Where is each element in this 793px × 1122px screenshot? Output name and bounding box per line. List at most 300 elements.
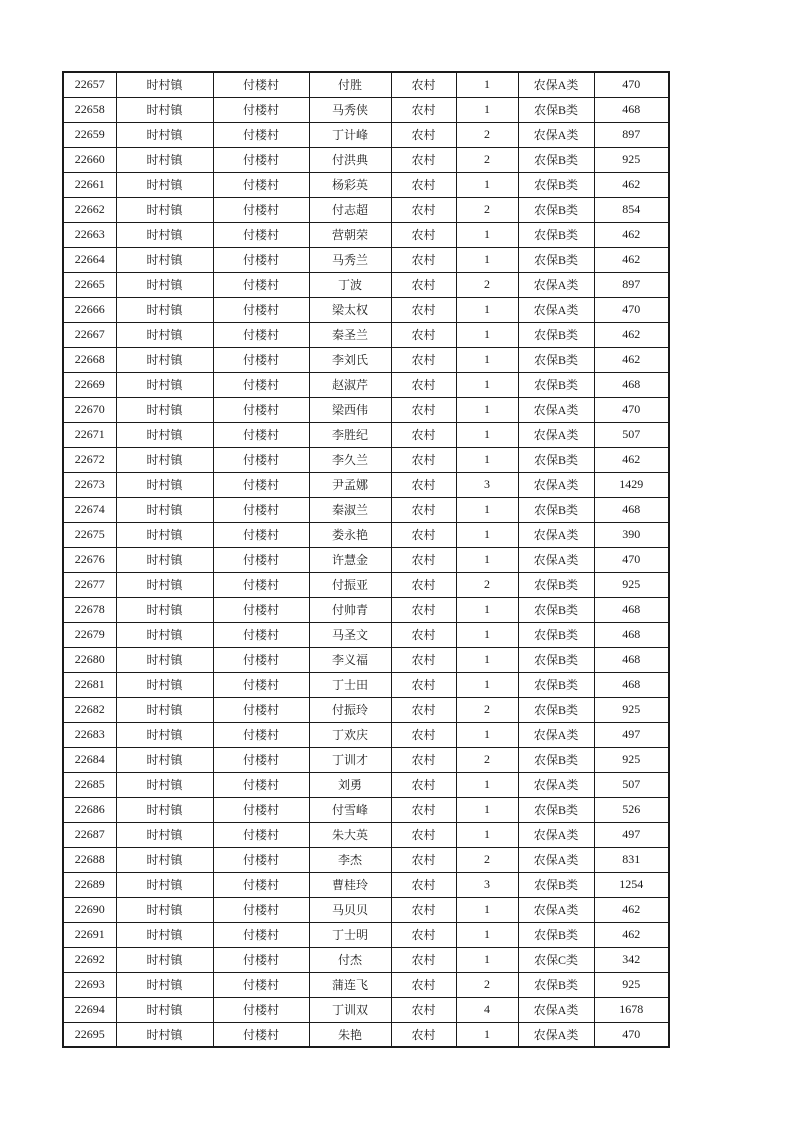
cell-count: 1 — [456, 797, 518, 822]
cell-category: 农保A类 — [518, 297, 594, 322]
cell-count: 1 — [456, 447, 518, 472]
cell-name: 马秀侠 — [309, 97, 391, 122]
cell-amount: 526 — [594, 797, 669, 822]
cell-count: 1 — [456, 222, 518, 247]
cell-count: 2 — [456, 847, 518, 872]
cell-amount: 462 — [594, 922, 669, 947]
cell-category: 农保C类 — [518, 947, 594, 972]
cell-town: 时村镇 — [116, 922, 213, 947]
cell-area: 农村 — [391, 947, 456, 972]
cell-town: 时村镇 — [116, 622, 213, 647]
cell-amount: 925 — [594, 147, 669, 172]
cell-area: 农村 — [391, 822, 456, 847]
cell-village: 付楼村 — [213, 597, 309, 622]
cell-town: 时村镇 — [116, 172, 213, 197]
cell-village: 付楼村 — [213, 1022, 309, 1047]
table-row — [63, 822, 669, 847]
cell-id: 22695 — [63, 1022, 116, 1047]
cell-amount: 925 — [594, 747, 669, 772]
cell-name: 马秀兰 — [309, 247, 391, 272]
cell-village: 付楼村 — [213, 522, 309, 547]
cell-id: 22688 — [63, 847, 116, 872]
cell-area: 农村 — [391, 797, 456, 822]
cell-category: 农保A类 — [518, 772, 594, 797]
cell-town: 时村镇 — [116, 772, 213, 797]
cell-area: 农村 — [391, 122, 456, 147]
cell-id: 22677 — [63, 572, 116, 597]
cell-name: 丁士田 — [309, 672, 391, 697]
cell-area: 农村 — [391, 447, 456, 472]
cell-town: 时村镇 — [116, 972, 213, 997]
cell-amount: 462 — [594, 447, 669, 472]
cell-category: 农保B类 — [518, 572, 594, 597]
table-row — [63, 997, 669, 1022]
table-row — [63, 472, 669, 497]
cell-category: 农保B类 — [518, 247, 594, 272]
cell-id: 22687 — [63, 822, 116, 847]
cell-id: 22657 — [63, 72, 116, 97]
table-row — [63, 222, 669, 247]
cell-amount: 897 — [594, 122, 669, 147]
cell-category: 农保B类 — [518, 747, 594, 772]
cell-area: 农村 — [391, 472, 456, 497]
cell-amount: 390 — [594, 522, 669, 547]
cell-name: 付志超 — [309, 197, 391, 222]
cell-amount: 470 — [594, 397, 669, 422]
table-row — [63, 297, 669, 322]
cell-category: 农保A类 — [518, 272, 594, 297]
cell-category: 农保B类 — [518, 872, 594, 897]
cell-name: 付胜 — [309, 72, 391, 97]
cell-id: 22689 — [63, 872, 116, 897]
cell-village: 付楼村 — [213, 272, 309, 297]
cell-name: 李胜纪 — [309, 422, 391, 447]
cell-town: 时村镇 — [116, 472, 213, 497]
cell-category: 农保B类 — [518, 597, 594, 622]
cell-name: 丁训双 — [309, 997, 391, 1022]
table-row — [63, 172, 669, 197]
cell-count: 1 — [456, 372, 518, 397]
cell-area: 农村 — [391, 722, 456, 747]
cell-id: 22663 — [63, 222, 116, 247]
cell-area: 农村 — [391, 647, 456, 672]
cell-town: 时村镇 — [116, 897, 213, 922]
cell-count: 1 — [456, 622, 518, 647]
table-row — [63, 872, 669, 897]
table-row — [63, 922, 669, 947]
table-row — [63, 122, 669, 147]
cell-id: 22680 — [63, 647, 116, 672]
cell-amount: 854 — [594, 197, 669, 222]
table-row — [63, 1022, 669, 1047]
cell-village: 付楼村 — [213, 72, 309, 97]
cell-town: 时村镇 — [116, 397, 213, 422]
records-table — [62, 71, 670, 1048]
cell-count: 1 — [456, 672, 518, 697]
table-row — [63, 697, 669, 722]
table-row — [63, 572, 669, 597]
cell-area: 农村 — [391, 847, 456, 872]
cell-count: 2 — [456, 572, 518, 597]
cell-category: 农保A类 — [518, 397, 594, 422]
cell-village: 付楼村 — [213, 747, 309, 772]
cell-area: 农村 — [391, 172, 456, 197]
cell-count: 2 — [456, 272, 518, 297]
table-row — [63, 522, 669, 547]
cell-amount: 462 — [594, 897, 669, 922]
cell-area: 农村 — [391, 197, 456, 222]
cell-area: 农村 — [391, 547, 456, 572]
cell-town: 时村镇 — [116, 122, 213, 147]
cell-name: 尹孟娜 — [309, 472, 391, 497]
cell-village: 付楼村 — [213, 997, 309, 1022]
cell-area: 农村 — [391, 897, 456, 922]
cell-area: 农村 — [391, 922, 456, 947]
cell-name: 曹桂玲 — [309, 872, 391, 897]
cell-category: 农保A类 — [518, 422, 594, 447]
table-row — [63, 897, 669, 922]
cell-name: 杨彩英 — [309, 172, 391, 197]
table-row — [63, 372, 669, 397]
cell-town: 时村镇 — [116, 297, 213, 322]
cell-area: 农村 — [391, 572, 456, 597]
cell-count: 1 — [456, 97, 518, 122]
table-row — [63, 947, 669, 972]
cell-count: 1 — [456, 247, 518, 272]
cell-area: 农村 — [391, 522, 456, 547]
cell-town: 时村镇 — [116, 722, 213, 747]
cell-village: 付楼村 — [213, 672, 309, 697]
cell-village: 付楼村 — [213, 97, 309, 122]
cell-count: 1 — [456, 497, 518, 522]
cell-area: 农村 — [391, 772, 456, 797]
cell-name: 李杰 — [309, 847, 391, 872]
table-row — [63, 422, 669, 447]
cell-id: 22662 — [63, 197, 116, 222]
cell-town: 时村镇 — [116, 647, 213, 672]
cell-amount: 507 — [594, 422, 669, 447]
cell-category: 农保B类 — [518, 647, 594, 672]
table-row — [63, 322, 669, 347]
cell-category: 农保B类 — [518, 497, 594, 522]
cell-category: 农保A类 — [518, 1022, 594, 1047]
cell-village: 付楼村 — [213, 497, 309, 522]
cell-id: 22672 — [63, 447, 116, 472]
cell-town: 时村镇 — [116, 1022, 213, 1047]
cell-village: 付楼村 — [213, 772, 309, 797]
cell-town: 时村镇 — [116, 222, 213, 247]
cell-id: 22658 — [63, 97, 116, 122]
cell-amount: 462 — [594, 347, 669, 372]
cell-category: 农保A类 — [518, 72, 594, 97]
cell-area: 农村 — [391, 497, 456, 522]
cell-id: 22681 — [63, 672, 116, 697]
cell-name: 朱大英 — [309, 822, 391, 847]
cell-amount: 462 — [594, 222, 669, 247]
cell-village: 付楼村 — [213, 447, 309, 472]
cell-category: 农保A类 — [518, 897, 594, 922]
cell-name: 蒲连飞 — [309, 972, 391, 997]
cell-name: 丁欢庆 — [309, 722, 391, 747]
cell-id: 22666 — [63, 297, 116, 322]
cell-town: 时村镇 — [116, 797, 213, 822]
cell-village: 付楼村 — [213, 322, 309, 347]
cell-amount: 497 — [594, 822, 669, 847]
cell-village: 付楼村 — [213, 547, 309, 572]
cell-town: 时村镇 — [116, 872, 213, 897]
cell-town: 时村镇 — [116, 822, 213, 847]
cell-name: 娄永艳 — [309, 522, 391, 547]
cell-town: 时村镇 — [116, 447, 213, 472]
cell-name: 丁计峰 — [309, 122, 391, 147]
cell-village: 付楼村 — [213, 422, 309, 447]
cell-id: 22673 — [63, 472, 116, 497]
cell-id: 22682 — [63, 697, 116, 722]
cell-village: 付楼村 — [213, 372, 309, 397]
cell-village: 付楼村 — [213, 147, 309, 172]
cell-village: 付楼村 — [213, 972, 309, 997]
cell-amount: 470 — [594, 72, 669, 97]
cell-count: 1 — [456, 522, 518, 547]
table-row — [63, 772, 669, 797]
table-row — [63, 597, 669, 622]
cell-id: 22671 — [63, 422, 116, 447]
cell-count: 1 — [456, 922, 518, 947]
cell-amount: 1678 — [594, 997, 669, 1022]
cell-area: 农村 — [391, 872, 456, 897]
cell-id: 22664 — [63, 247, 116, 272]
cell-area: 农村 — [391, 247, 456, 272]
table-row — [63, 547, 669, 572]
cell-id: 22667 — [63, 322, 116, 347]
cell-name: 许慧金 — [309, 547, 391, 572]
cell-area: 农村 — [391, 672, 456, 697]
cell-count: 2 — [456, 697, 518, 722]
cell-id: 22686 — [63, 797, 116, 822]
cell-count: 3 — [456, 872, 518, 897]
cell-town: 时村镇 — [116, 97, 213, 122]
cell-category: 农保A类 — [518, 472, 594, 497]
cell-amount: 507 — [594, 772, 669, 797]
cell-count: 1 — [456, 722, 518, 747]
cell-category: 农保B类 — [518, 797, 594, 822]
cell-category: 农保B类 — [518, 372, 594, 397]
cell-area: 农村 — [391, 297, 456, 322]
cell-category: 农保B类 — [518, 197, 594, 222]
cell-town: 时村镇 — [116, 247, 213, 272]
cell-name: 秦圣兰 — [309, 322, 391, 347]
cell-id: 22661 — [63, 172, 116, 197]
cell-village: 付楼村 — [213, 347, 309, 372]
cell-count: 1 — [456, 397, 518, 422]
cell-id: 22669 — [63, 372, 116, 397]
cell-area: 农村 — [391, 322, 456, 347]
cell-category: 农保B类 — [518, 697, 594, 722]
cell-village: 付楼村 — [213, 297, 309, 322]
cell-town: 时村镇 — [116, 347, 213, 372]
cell-village: 付楼村 — [213, 472, 309, 497]
cell-amount: 468 — [594, 97, 669, 122]
table-row — [63, 722, 669, 747]
cell-id: 22676 — [63, 547, 116, 572]
cell-name: 付杰 — [309, 947, 391, 972]
cell-area: 农村 — [391, 622, 456, 647]
cell-id: 22674 — [63, 497, 116, 522]
cell-amount: 925 — [594, 572, 669, 597]
cell-name: 马圣文 — [309, 622, 391, 647]
cell-count: 1 — [456, 72, 518, 97]
cell-town: 时村镇 — [116, 847, 213, 872]
cell-village: 付楼村 — [213, 222, 309, 247]
table-row — [63, 647, 669, 672]
cell-id: 22693 — [63, 972, 116, 997]
table-row — [63, 447, 669, 472]
cell-amount: 497 — [594, 722, 669, 747]
cell-area: 农村 — [391, 1022, 456, 1047]
cell-name: 付振亚 — [309, 572, 391, 597]
cell-area: 农村 — [391, 222, 456, 247]
cell-village: 付楼村 — [213, 822, 309, 847]
cell-town: 时村镇 — [116, 547, 213, 572]
table-row — [63, 97, 669, 122]
cell-count: 1 — [456, 172, 518, 197]
cell-area: 农村 — [391, 697, 456, 722]
cell-id: 22692 — [63, 947, 116, 972]
cell-count: 2 — [456, 147, 518, 172]
cell-town: 时村镇 — [116, 597, 213, 622]
cell-name: 付洪典 — [309, 147, 391, 172]
cell-id: 22665 — [63, 272, 116, 297]
cell-count: 1 — [456, 597, 518, 622]
cell-area: 农村 — [391, 972, 456, 997]
cell-name: 李刘氏 — [309, 347, 391, 372]
table-body — [63, 72, 669, 1047]
table-row — [63, 247, 669, 272]
cell-town: 时村镇 — [116, 272, 213, 297]
cell-amount: 468 — [594, 672, 669, 697]
cell-village: 付楼村 — [213, 572, 309, 597]
cell-name: 付帅青 — [309, 597, 391, 622]
cell-id: 22690 — [63, 897, 116, 922]
cell-count: 2 — [456, 747, 518, 772]
cell-village: 付楼村 — [213, 872, 309, 897]
cell-area: 农村 — [391, 72, 456, 97]
cell-count: 4 — [456, 997, 518, 1022]
cell-town: 时村镇 — [116, 522, 213, 547]
cell-village: 付楼村 — [213, 197, 309, 222]
cell-category: 农保B类 — [518, 147, 594, 172]
table-row — [63, 197, 669, 222]
cell-id: 22660 — [63, 147, 116, 172]
cell-area: 农村 — [391, 97, 456, 122]
table-row — [63, 747, 669, 772]
cell-category: 农保A类 — [518, 722, 594, 747]
cell-name: 梁太权 — [309, 297, 391, 322]
cell-amount: 468 — [594, 497, 669, 522]
cell-village: 付楼村 — [213, 397, 309, 422]
table-row — [63, 72, 669, 97]
cell-name: 秦淑兰 — [309, 497, 391, 522]
cell-count: 1 — [456, 647, 518, 672]
cell-amount: 468 — [594, 647, 669, 672]
cell-town: 时村镇 — [116, 997, 213, 1022]
cell-amount: 831 — [594, 847, 669, 872]
cell-category: 农保B类 — [518, 672, 594, 697]
cell-category: 农保B类 — [518, 622, 594, 647]
cell-amount: 462 — [594, 247, 669, 272]
cell-village: 付楼村 — [213, 622, 309, 647]
cell-id: 22659 — [63, 122, 116, 147]
cell-area: 农村 — [391, 422, 456, 447]
cell-area: 农村 — [391, 747, 456, 772]
cell-name: 丁士明 — [309, 922, 391, 947]
cell-area: 农村 — [391, 347, 456, 372]
cell-name: 付雪峰 — [309, 797, 391, 822]
cell-village: 付楼村 — [213, 847, 309, 872]
cell-count: 2 — [456, 972, 518, 997]
cell-town: 时村镇 — [116, 697, 213, 722]
cell-name: 梁西伟 — [309, 397, 391, 422]
cell-town: 时村镇 — [116, 497, 213, 522]
cell-village: 付楼村 — [213, 647, 309, 672]
cell-village: 付楼村 — [213, 922, 309, 947]
table-row — [63, 147, 669, 172]
cell-village: 付楼村 — [213, 797, 309, 822]
cell-id: 22691 — [63, 922, 116, 947]
cell-count: 1 — [456, 822, 518, 847]
cell-category: 农保A类 — [518, 122, 594, 147]
cell-village: 付楼村 — [213, 897, 309, 922]
table-row — [63, 347, 669, 372]
cell-village: 付楼村 — [213, 122, 309, 147]
table-row — [63, 672, 669, 697]
cell-count: 1 — [456, 772, 518, 797]
cell-town: 时村镇 — [116, 947, 213, 972]
cell-village: 付楼村 — [213, 947, 309, 972]
cell-category: 农保A类 — [518, 997, 594, 1022]
cell-id: 22678 — [63, 597, 116, 622]
cell-category: 农保B类 — [518, 972, 594, 997]
cell-id: 22684 — [63, 747, 116, 772]
cell-category: 农保B类 — [518, 447, 594, 472]
cell-town: 时村镇 — [116, 672, 213, 697]
cell-category: 农保B类 — [518, 922, 594, 947]
cell-category: 农保B类 — [518, 322, 594, 347]
cell-category: 农保B类 — [518, 172, 594, 197]
cell-area: 农村 — [391, 372, 456, 397]
cell-count: 1 — [456, 297, 518, 322]
cell-name: 丁波 — [309, 272, 391, 297]
cell-count: 1 — [456, 947, 518, 972]
cell-amount: 462 — [594, 322, 669, 347]
cell-amount: 468 — [594, 372, 669, 397]
cell-village: 付楼村 — [213, 247, 309, 272]
cell-amount: 1429 — [594, 472, 669, 497]
cell-amount: 470 — [594, 1022, 669, 1047]
cell-count: 1 — [456, 897, 518, 922]
cell-count: 1 — [456, 322, 518, 347]
cell-id: 22675 — [63, 522, 116, 547]
table-row — [63, 847, 669, 872]
cell-name: 付振玲 — [309, 697, 391, 722]
cell-name: 朱艳 — [309, 1022, 391, 1047]
table-row — [63, 797, 669, 822]
cell-category: 农保B类 — [518, 97, 594, 122]
cell-count: 2 — [456, 197, 518, 222]
cell-amount: 470 — [594, 547, 669, 572]
cell-id: 22694 — [63, 997, 116, 1022]
cell-area: 农村 — [391, 272, 456, 297]
